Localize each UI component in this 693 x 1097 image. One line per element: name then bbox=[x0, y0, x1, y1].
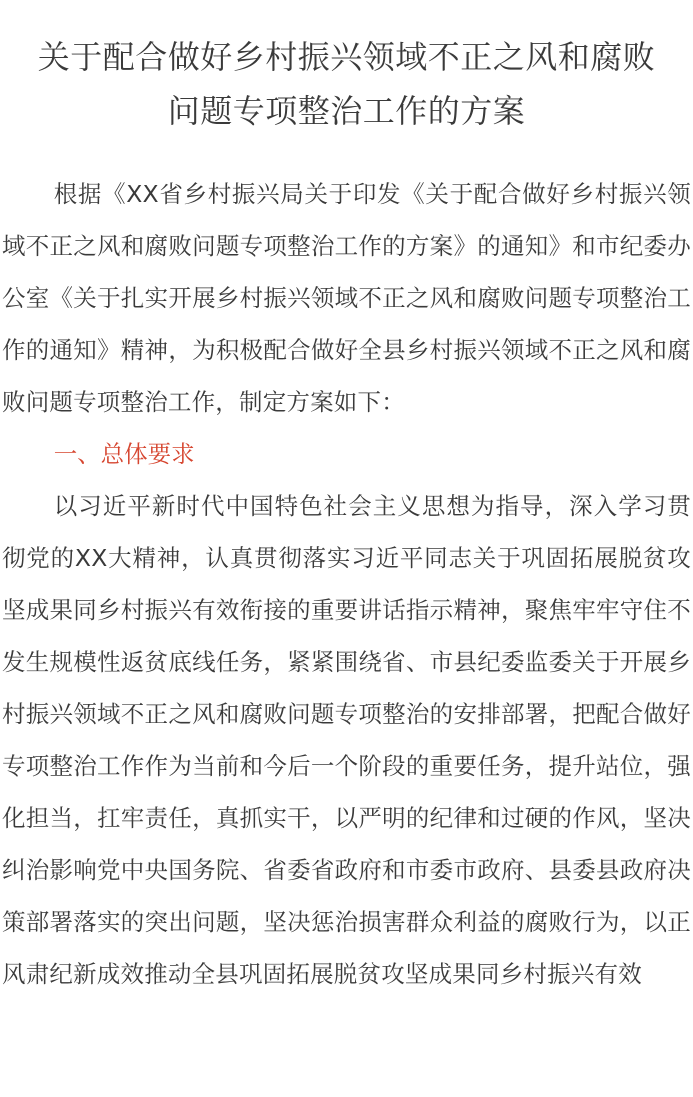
section-paragraph-general-requirements: 以习近平新时代中国特色社会主义思想为指导，深入学习贯彻党的XX大精神，认真贯彻落实习近平同志关于巩固拓展脱贫攻坚成果同乡村振兴有效衔接的重要讲话指示精神，聚焦牢牢守住不发生规模性返贫底线任务，紧紧围绕省、市县纪委监委关于开展乡村振兴领域不正之风和腐败问题专项整治的安排部署，把配合做好专项整治工作作为当前和今后一个阶段的重要任务，提升站位，强化担当，扛牢责任，真抓实干，以严明的纪律和过硬的作风，坚决纠治影响党中央国务院、省委省政府和市委市政府、县委县政府决策部署落实的突出问题，坚决惩治损害群众利益的腐败行为，以正风肃纪新成效推动全县巩固拓展脱贫攻坚成果同乡村振兴有效 bbox=[2, 492, 691, 988]
section-heading-general-requirements: 一、总体要求 bbox=[53, 440, 195, 468]
intro-paragraph: 根据《XX省乡村振兴局关于印发《关于配合做好乡村振兴领域不正之风和腐败问题专项整治工作的方案》的通知》和市纪委办公室《关于扎实开展乡村振兴领域不正之风和腐败问题专项整治工作的通知》精神，为积极配合做好全县乡村振兴领域不正之风和腐败问题专项整治工作，制定方案如下： bbox=[2, 180, 691, 416]
document-body bbox=[0, 168, 693, 1000]
title-line-1: 关于配合做好乡村振兴领域不正之风和腐败 bbox=[37, 38, 656, 76]
title-line-2: 问题专项整治工作的方案 bbox=[167, 92, 526, 130]
document-title bbox=[0, 0, 693, 138]
